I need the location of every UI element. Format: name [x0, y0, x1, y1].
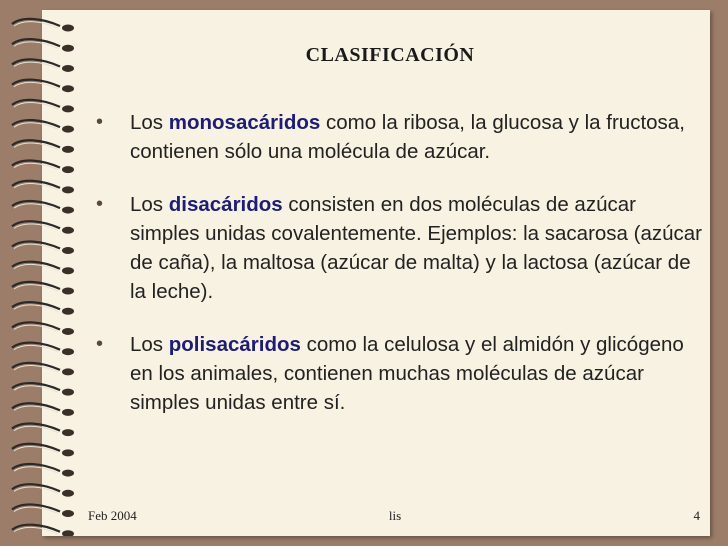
binding-ring-icon — [12, 302, 74, 315]
spiral-binding-icon — [8, 10, 88, 536]
binding-ring-icon — [12, 484, 74, 497]
binding-ring-icon — [12, 100, 74, 113]
bullet-list — [92, 108, 702, 441]
bullet-keyword: disacáridos — [168, 193, 283, 216]
page-number: 4 — [693, 508, 700, 523]
binding-ring-icon — [12, 39, 74, 52]
binding-ring-icon — [12, 80, 74, 93]
footer-date: Feb 2004 — [88, 508, 137, 523]
bullet-item — [92, 108, 702, 166]
binding-ring-icon — [12, 59, 74, 72]
binding-ring-icon — [12, 241, 74, 254]
binding-ring-icon — [12, 343, 74, 356]
bullet-item — [92, 330, 702, 417]
binding-ring-icon — [12, 140, 74, 153]
binding-ring-icon — [12, 525, 74, 536]
binding-ring-icon — [12, 403, 74, 416]
binding-ring-icon — [12, 363, 74, 376]
binding-ring-icon — [12, 221, 74, 234]
binding-ring-icon — [12, 181, 74, 194]
slide-title: CLASIFICACIÓN — [305, 44, 475, 66]
bullet-text-pre: Los — [130, 333, 169, 356]
binding-ring-icon — [12, 19, 74, 32]
binding-ring-icon — [12, 424, 74, 437]
binding-ring-icon — [12, 120, 74, 133]
binding-ring-icon — [12, 504, 74, 517]
binding-ring-icon — [12, 161, 74, 174]
footer-center-text: lis — [388, 508, 402, 523]
binding-ring-icon — [12, 322, 74, 335]
binding-ring-icon — [12, 444, 74, 457]
bullet-text-post: consisten en dos moléculas de azúcar simples unidas covalentemente. Ejemplos: la sacarosa (azúcar de caña), la maltosa (azúcar de malta) y la lactosa (azúcar de la leche). — [130, 193, 702, 303]
bullet-keyword: monosacáridos — [168, 111, 321, 134]
binding-ring-icon — [12, 464, 74, 477]
bullet-point-icon: • — [96, 111, 104, 133]
bullet-text-pre: Los — [130, 111, 169, 134]
bullet-item — [92, 190, 702, 306]
bullet-point-icon: • — [96, 333, 104, 355]
binding-ring-icon — [12, 201, 74, 214]
bullet-point-icon: • — [96, 193, 104, 215]
binding-ring-icon — [12, 282, 74, 295]
bullet-text-post: como la ribosa, la glucosa y la fructosa, contienen sólo una molécula de azúcar. — [130, 111, 685, 163]
bullet-keyword: polisacáridos — [168, 333, 301, 356]
binding-ring-icon — [12, 383, 74, 396]
binding-ring-icon — [12, 262, 74, 275]
bullet-text-pre: Los — [130, 193, 169, 216]
bullet-text-post: como la celulosa y el almidón y glicógeno en los animales, contienen muchas moléculas de azúcar simples unidas entre sí. — [130, 333, 684, 414]
